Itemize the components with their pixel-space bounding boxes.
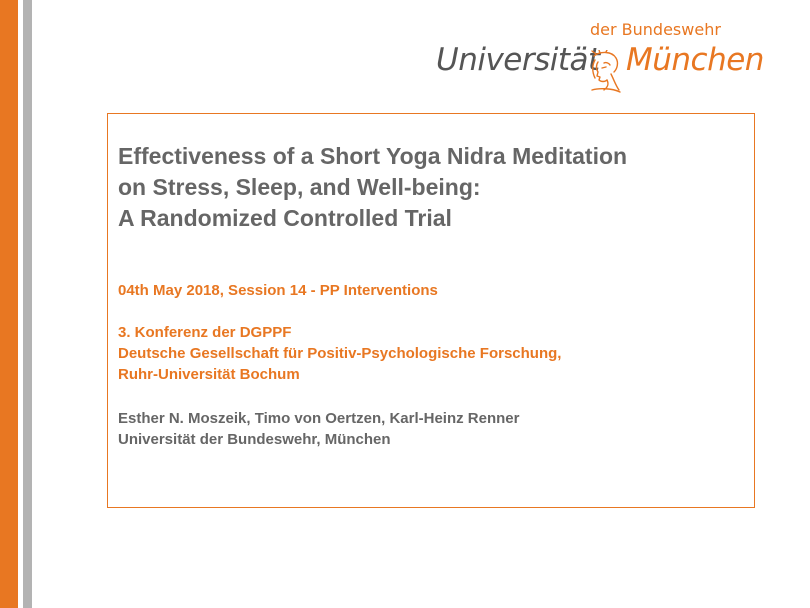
author-affiliation: Universität der Bundeswehr, München <box>118 431 391 448</box>
side-accent-bar-orange <box>0 0 18 608</box>
presentation-title <box>118 141 627 234</box>
conference-line-2: Deutsche Gesellschaft für Positiv-Psychologische Forschung, <box>118 345 562 362</box>
conference-line-1: 3. Konferenz der DGPPF <box>118 324 292 341</box>
title-line-2: on Stress, Sleep, and Well-being: <box>118 174 481 200</box>
conference-line-3: Ruhr-Universität Bochum <box>118 366 300 383</box>
session-line: 04th May 2018, Session 14 - PP Interventions <box>118 282 438 299</box>
session-info <box>118 280 438 301</box>
conference-info <box>118 322 561 385</box>
author-info <box>118 408 519 450</box>
logo-word-universitaet: Universität <box>436 42 600 78</box>
logo-word-muenchen: München <box>626 42 764 78</box>
title-line-3: A Randomized Controlled Trial <box>118 205 452 231</box>
logo-subtitle: der Bundeswehr <box>590 20 721 39</box>
athena-head-emblem-icon <box>586 50 622 94</box>
title-line-1: Effectiveness of a Short Yoga Nidra Meditation <box>118 143 628 169</box>
side-accent-bar-gray <box>23 0 32 608</box>
author-names: Esther N. Moszeik, Timo von Oertzen, Karl-Heinz Renner <box>118 410 520 427</box>
university-logo <box>430 16 770 96</box>
